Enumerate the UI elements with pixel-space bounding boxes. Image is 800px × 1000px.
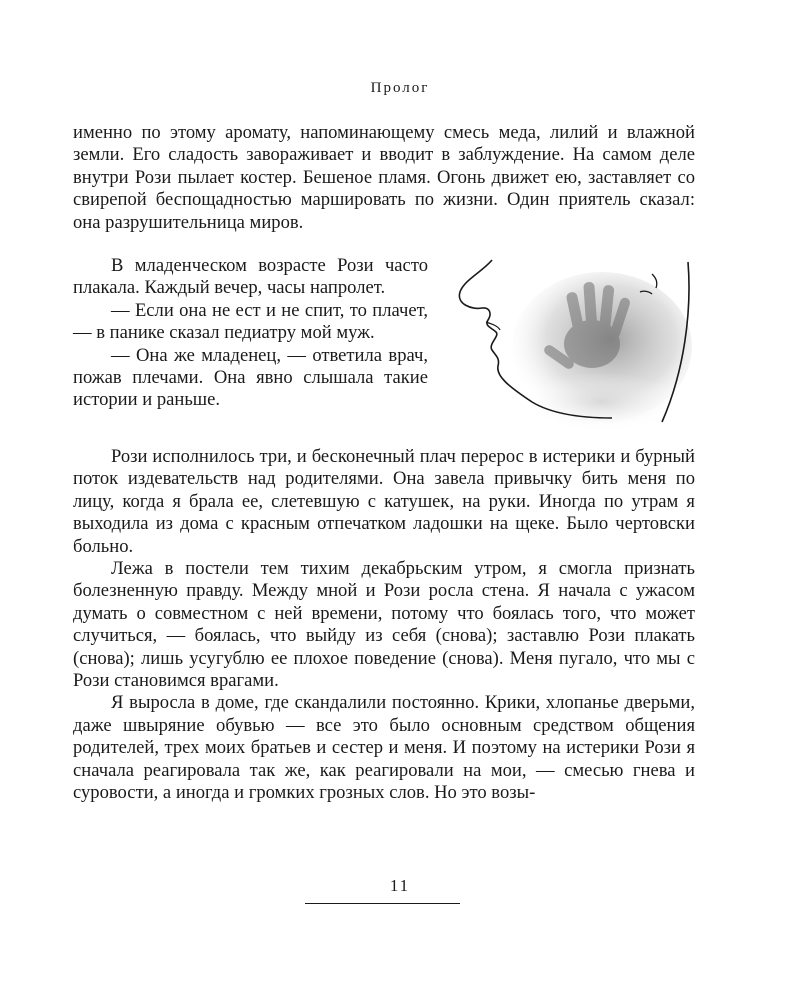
running-head: Пролог [370,80,430,96]
paragraph: Лежа в постели тем тихим декабрьским утром, я смогла признать болезненную правду. Между мной и Рози росла стена. Я начала с ужасом думать о совместном с ней времени, потому что боялась того, что может случиться, — боялась, что выйду из себя (снова); заставлю Рози плакать (снова); лишь усугублю ее плохое поведение (снова). Меня пугало, что мы с Рози становимся врагами. [73,558,695,692]
paragraph: именно по этому аромату, напоминающему смесь меда, лилий и влажной земли. Его сладость завораживает и вводит в заблуждение. На самом деле внутри Рози пылает костер. Бешеное пламя. Огонь движет ею, заставляет со свирепой беспощадностью маршировать по жизни. Один приятель сказал: она разрушительница миров. [73,122,695,233]
face-handprint-illustration [452,252,697,432]
text-block-bottom [73,446,695,805]
paragraph: Рози исполнилось три, и бесконечный плач перерос в истерики и бурный поток издевательств над родителями. Она завела привычку бить меня по лицу, когда я брала ее, слетевшую с катушек, на руки. Иногда по утрам я выходила из дома с красным отпечатком ладошки на щеке. Было чертовски больно. [73,446,695,557]
page-number: 11 [389,876,411,895]
text-block-wrapped [73,255,428,412]
paragraph: Я выросла в доме, где скандалили постоянно. Крики, хлопанье дверьми, даже швыряние обувью — все это было основным средством общения родителей, трех моих братьев и сестер и меня. И поэтому на истерики Рози я сначала реагировала так же, как реагировали на мои, — смесью гнева и суровости, а иногда и громких грозных слов. Но это возы- [73,692,695,804]
paragraph: — Она же младенец, — ответила врач, пожав плечами. Она явно слышала такие истории и раньше. [73,344,428,411]
text-block-top [73,122,695,234]
footer-rule [305,903,460,904]
paragraph: — Если она не ест и не спит, то плачет, — в панике сказал педиатру мой муж. [73,299,428,344]
paragraph: В младенческом возрасте Рози часто плакала. Каждый вечер, часы напролет. [73,255,428,299]
